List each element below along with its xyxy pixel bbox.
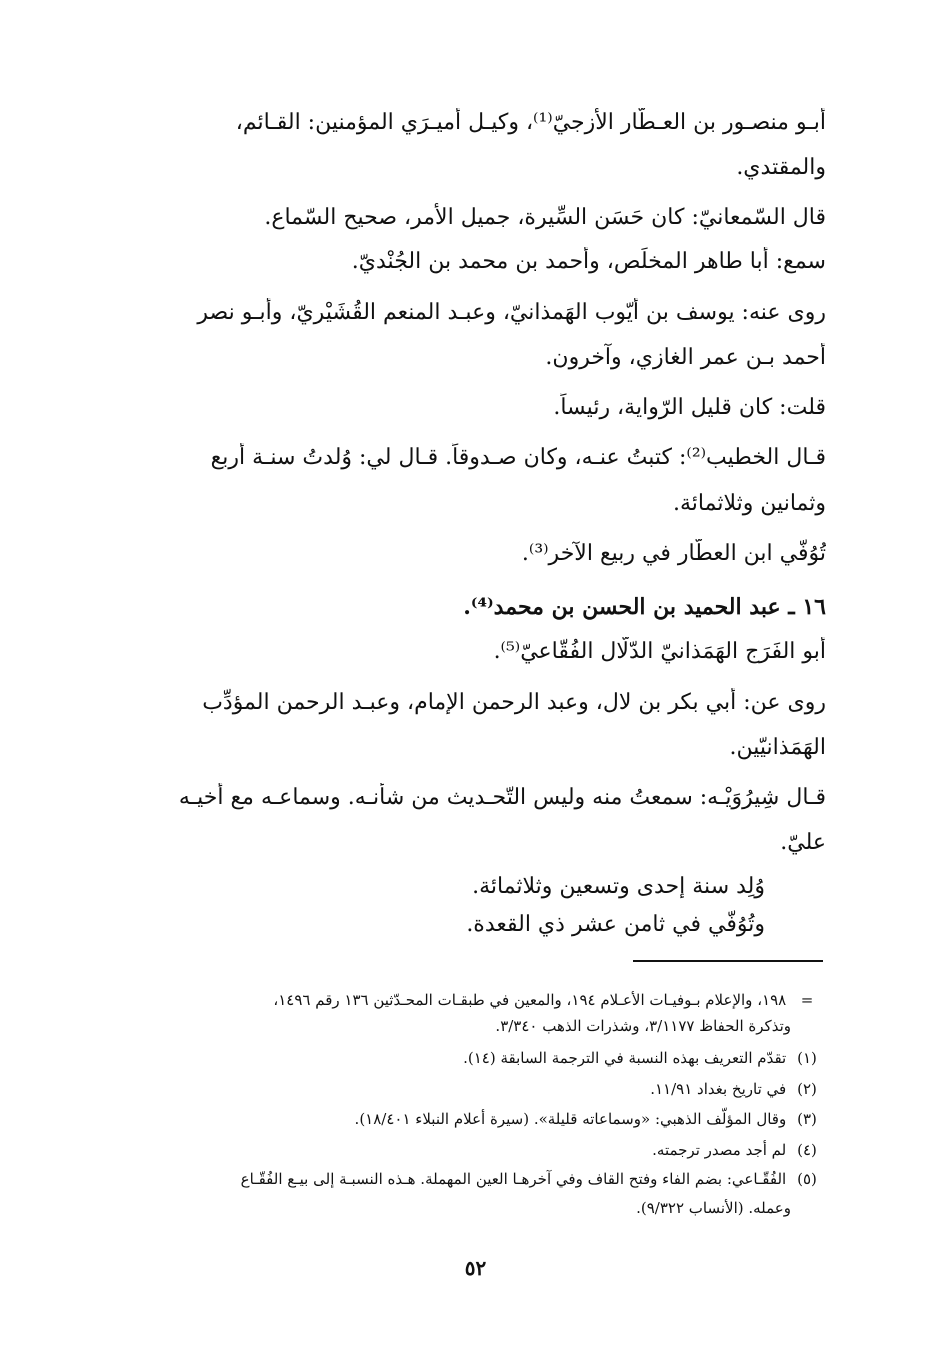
text-line: أحمد بـن عمر الغازي، وآخرون. [545, 345, 826, 370]
footnote [108, 1046, 823, 1070]
footnote-text: الفُقّـاعي: بضم الفاء وفتح القاف وفي آخرهـا العين المهملة. هـذه النسبـة إلى بيـع الفُقّـاع [240, 1170, 787, 1188]
text-line: وُلِد سنة إحدى وتسعين وثلاثمائة. [472, 874, 765, 899]
text-line: عليّ. [780, 830, 826, 855]
text-line: أبـو منصـور بن العـطّار الأزجيّ⁽¹⁾، وكيـل أميـرَي المؤمنين: القـائم، [235, 110, 826, 135]
footnote-marker: = [800, 991, 814, 1009]
entry-heading: ١٦ ـ عبد الحميد بن الحسن بن محمد⁽⁴⁾. [463, 594, 826, 620]
footnote-marker: (٣) [797, 1110, 817, 1128]
page-number: ٥٢ [464, 1256, 487, 1280]
footnote-text: تقدّم التعريف بهذه النسبة في الترجمة السابقة (١٤). [463, 1049, 787, 1067]
text-line: قـال الخطيب⁽²⁾: كتبتُ عنـه، وكان صـدوقاً. قـال لي: وُلدتُ سنـة أربع [210, 445, 826, 470]
text-line: سمع: أبا طاهر المخلِّص، وأحمد بن محمد بن الجُنْديّ. [351, 249, 826, 274]
text-line: روى عنه: يوسف بن أيّوب الهَمذانيّ، وعبـد المنعم القُشَيْريّ، وأبـو نصر [197, 300, 826, 325]
text-line: وثمانين وثلاثمائة. [672, 491, 826, 516]
footnote-text: وقال المؤلّف الذهبي: «وسماعاته قليلة». (سيرة أعلام النبلاء ١٨/٤٠١). [354, 1110, 787, 1128]
text-line: قلت: كان قليل الرّواية، رئيساً. [553, 395, 826, 420]
footnote [108, 1107, 823, 1131]
footnote-continuation: وعمله. (الأنساب ٩/٣٢٢). [636, 1199, 791, 1217]
footnote-marker: (٤) [797, 1141, 817, 1159]
footnote-separator [633, 960, 823, 962]
footnote [108, 1138, 823, 1162]
footnote-text: في تاريخ بغداد ١١/٩١. [650, 1080, 787, 1098]
text-line: الهَمَذانيّين. [729, 735, 826, 760]
footnote-marker: (٥) [797, 1170, 817, 1188]
footnote-continuation: وتذكرة الحفاظ ٣/١١٧٧، وشذرات الذهب ٣/٣٤٠. [495, 1017, 791, 1035]
text-line: تُوُفّي ابن العطّار في ربيع الآخر⁽³⁾. [521, 541, 826, 566]
text-line: وتُوُفّي في ثامن عشر ذي القعدة. [466, 912, 765, 937]
footnote [108, 1077, 823, 1101]
text-line: والمقتدي. [736, 155, 826, 180]
footnote-text: لم أجد مصدر ترجمته. [652, 1141, 787, 1159]
text-line: أبو الفَرَج الهَمَذانيّ الدّلّال الفُقّاعيّ⁽⁵⁾. [493, 639, 826, 664]
text-line: روى عن: أبي بكر بن لال، وعبد الرحمن الإمام، وعبـد الرحمن المؤدِّب [202, 690, 826, 715]
text-line: قـال شِيرُوَيْـه: سمعتُ منه وليس التّحـديث من شأنـه. وسماعـه مع أخيـه [178, 785, 826, 810]
footnote [108, 1167, 823, 1191]
footnote-text: ١٩٨، والإعلام بـوفيـات الأعـلام ١٩٤، والمعين في طبقـات المحـدّثين ١٣٦ رقم ١٤٩٦، [273, 991, 787, 1009]
text-line: قال السّمعانيّ: كان حَسَن السِّيرة، جميل الأمر، صحيح السّماع. [264, 205, 826, 230]
footnote-marker: (٢) [797, 1080, 817, 1098]
footnote-marker: (١) [797, 1049, 817, 1067]
footnote [108, 988, 823, 1012]
